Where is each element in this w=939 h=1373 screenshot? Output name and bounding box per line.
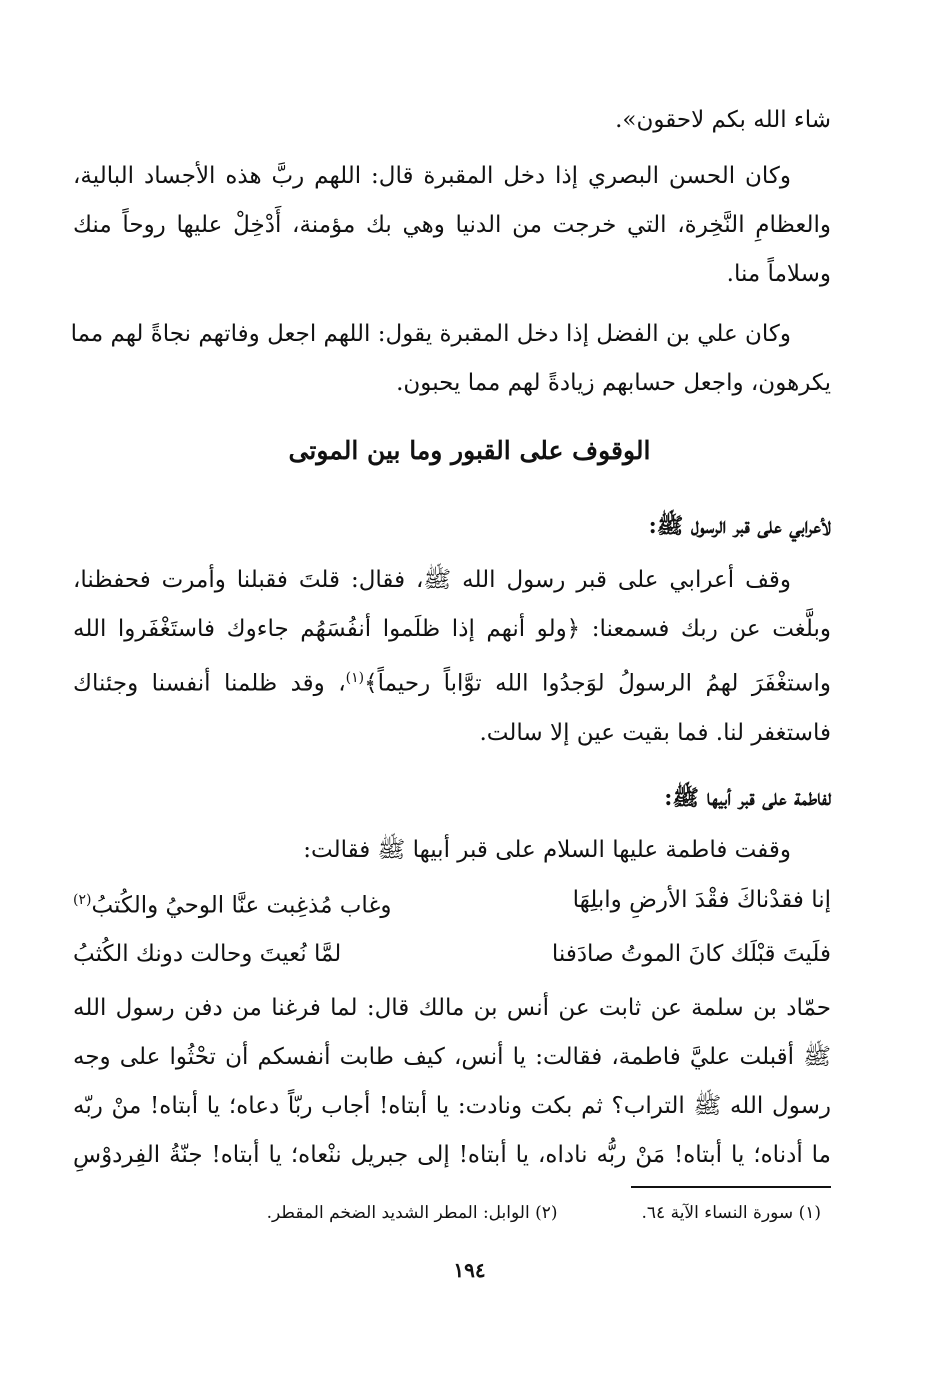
page-number: ١٩٤ xyxy=(453,1258,486,1282)
paragraph-fatima-intro xyxy=(73,826,831,875)
hemistich-left xyxy=(73,876,392,930)
paragraph-line: وكان علي بن الفضل إذا دخل المقبرة يقول: اللهم اجعل وفاتهم نجاةً لهم مما xyxy=(70,321,791,347)
footnote-marker: (٢) xyxy=(73,892,92,908)
hemistich-right: إنا فقدْناكَ فقْدَ الأرضِ وابلِهَا xyxy=(572,887,831,913)
verse-row xyxy=(73,876,831,930)
paragraph-line: وبلَّغت عن ربك فسمعنا: ﴿ولو أنهم إذا ظلَموا أنفُسَهُم جاءوك فاستَغْفَروا الله xyxy=(73,616,831,642)
footnotes xyxy=(121,1203,821,1223)
paragraph-line: يكرهون، واجعل حسابهم زيادةً لهم مما يحبون. xyxy=(396,370,831,396)
paragraph-line: وقفت فاطمة عليها السلام على قبر أبيها ﷺ فقالت: xyxy=(303,837,791,863)
paragraph-line: والعظامِ النَّخِرة، التي خرجت من الدنيا وهي بك مؤمنة، أَدْخِلْ عليها روحاً منك xyxy=(73,212,831,238)
paragraph-line: وسلاماً منا. xyxy=(726,261,831,287)
paragraph-anas xyxy=(73,984,831,1180)
footnote-divider xyxy=(631,1186,831,1188)
paragraph-line xyxy=(73,654,831,709)
paragraph-ali-fadl xyxy=(70,310,831,408)
footnote-2: (٢) الوابل: المطر الشديد الضخم المقطر. xyxy=(266,1203,558,1223)
subheading-bedouin: لأعرابي على قبر الرسول ﷺ: xyxy=(648,513,831,539)
paragraph-line: ما أدناه؛ يا أبتاه! مَنْ ربُّه ناداه، يا أبتاه! إلى جبريل ننْعاه؛ يا أبتاه! جنّةُ الفِردوْسِ xyxy=(73,1142,831,1168)
paragraph-text: ، وقد ظلمنا أنفسنا وجئناك xyxy=(73,670,346,697)
hemistich-text: وغاب مُذغِبت عنَّا الوحيُ والكُتبُ xyxy=(91,892,392,919)
paragraph-line: وكان الحسن البصري إذا دخل المقبرة قال: اللهم ربَّ هذه الأجساد البالية، xyxy=(73,163,791,189)
paragraph-line: فاستغفر لنا. فما بقيت عين إلا سالت. xyxy=(479,719,831,746)
paragraph-line: وقف أعرابي على قبر رسول الله ﷺ، فقال: قلتَ فقبلنا وأمرت فحفظنا، xyxy=(73,567,791,593)
hemistich-left: لمَّا نُعيتَ وحالت دونك الكُثبُ xyxy=(73,940,342,967)
paragraph-line: رسول الله ﷺ التراب؟ ثم بكت ونادت: يا أبتاه! أجاب ربّاً دعاه؛ يا أبتاه! منْ ربّه xyxy=(73,1093,831,1119)
footnote-1: (١) سورة النساء الآية ٦٤. xyxy=(641,1203,821,1223)
paragraph-line: ﷺ أقبلت عليَّ فاطمة، فقالت: يا أنس، كيف طابت أنفسكم أن تحْثُوا على وجه xyxy=(73,1044,831,1070)
subheading-fatima: لفاطمة على قبر أبيها ﷺ: xyxy=(664,785,831,811)
paragraph-1 xyxy=(73,96,831,145)
hemistich-right: فلَيتَ قبْلَك كانَ الموتُ صادَفنا xyxy=(551,940,831,967)
paragraph-line: شاء الله بكم لاحقون». xyxy=(615,107,831,133)
poem-verse xyxy=(73,876,831,978)
paragraph-line: حمّاد بن سلمة عن ثابت عن أنس بن مالك قال: لما فرغنا من دفن رسول الله xyxy=(73,995,831,1021)
footnote-marker: (١) xyxy=(345,670,365,686)
paragraph-hasan-basri xyxy=(73,152,831,299)
section-title: الوقوف على القبور وما بين الموتى xyxy=(288,436,651,465)
quran-verse-text: واستغْفَرَ لهمُ الرسولُ لوَجدُوا الله توَّاباً رحيماً﴾ xyxy=(364,670,832,697)
verse-row xyxy=(73,930,831,978)
paragraph-bedouin xyxy=(73,556,831,758)
